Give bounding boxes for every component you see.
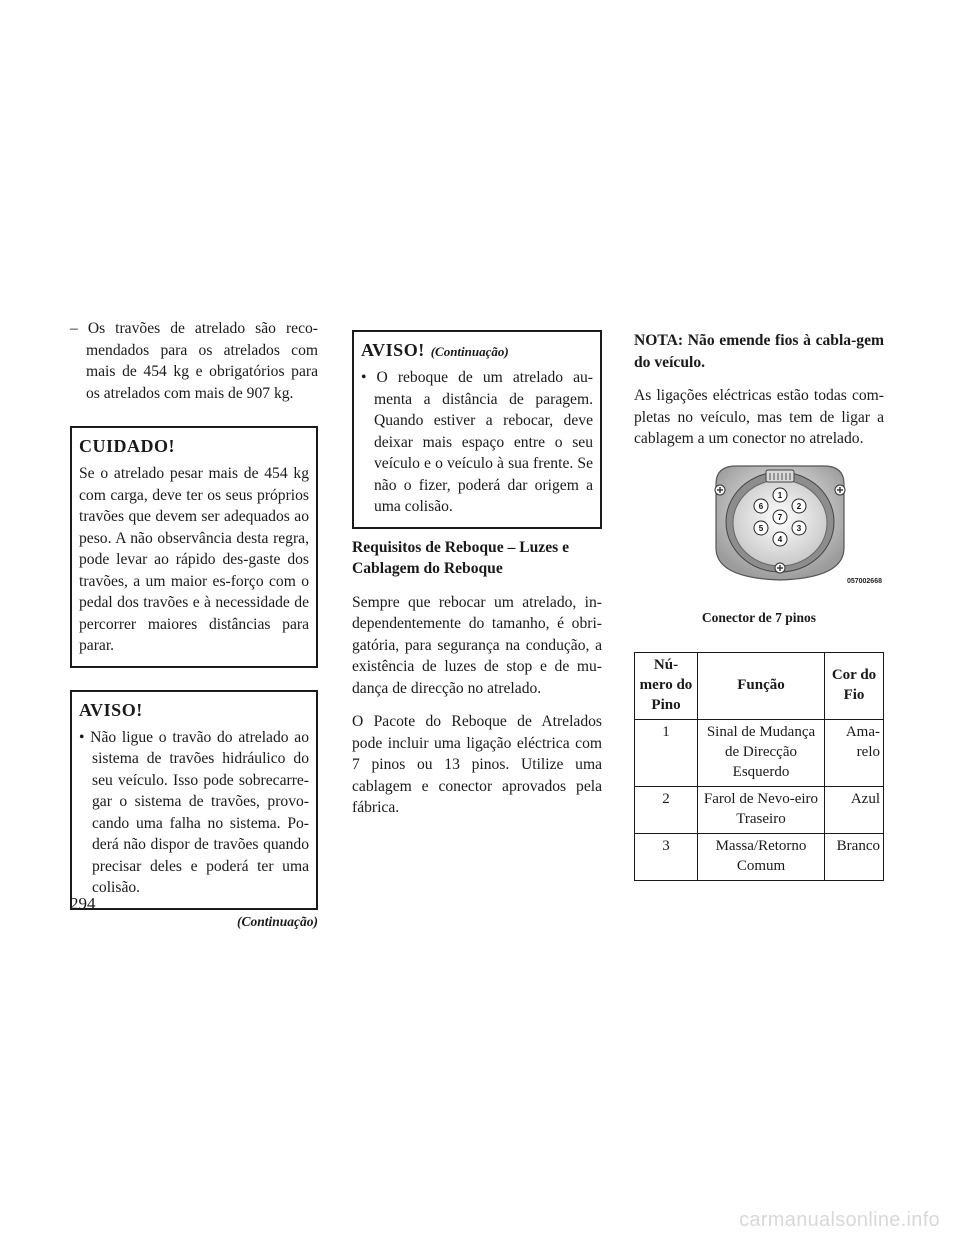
header-pin-number: Nú-mero do Pino <box>635 653 698 720</box>
caution-text: Se o atrelado pesar mais de 454 kg com carga, deve ter os seus próprios travões que devem ser adequados ao peso. A não observância desta regra, pode levar ao rápido des-gaste dos travões, a um maior es-forço com o pedal dos travões e à necessidade de percorrer maiores distâncias para parar. <box>79 465 309 654</box>
section-heading: Requisitos de Reboque – Luzes e Cablagem do Reboque <box>352 538 570 577</box>
cell-function: Farol de Nevo-eiro Traseiro <box>698 787 825 834</box>
cell-function: Sinal de Mudança de Direcção Esquerdo <box>698 720 825 787</box>
warning-title: AVISO! <box>79 699 143 720</box>
paragraph-package: O Pacote do Reboque de Atrelados pode incluir uma ligação eléctrica com 7 pinos ou 13 pinos. Utilize uma cablagem e conector aprovados pela fábrica. <box>352 713 602 816</box>
page-number: 294 <box>70 894 96 913</box>
table-header-row <box>635 653 884 720</box>
cell-color: Ama-relo <box>825 720 884 787</box>
warning-title-text: AVISO! <box>361 340 425 360</box>
warning-box <box>70 690 318 910</box>
seven-pin-connector-illustration <box>706 462 884 586</box>
caution-title: CUIDADO! <box>79 436 175 456</box>
pin-label-6: 6 <box>758 501 764 511</box>
header-function: Função <box>698 653 825 720</box>
cell-pin: 3 <box>635 834 698 881</box>
table-row <box>635 720 884 787</box>
continued-subtitle: (Continuação) <box>430 344 509 359</box>
cell-color: Branco <box>825 834 884 881</box>
pin-function-table <box>634 652 884 881</box>
table-row <box>635 787 884 834</box>
table-row <box>635 834 884 881</box>
left-column <box>70 318 318 930</box>
connector-figure <box>706 462 884 591</box>
header-wire-color: Cor do Fio <box>825 653 884 720</box>
cell-color: Azul <box>825 787 884 834</box>
figure-caption: Conector de 7 pinos <box>701 609 817 625</box>
continued-label: (Continuação) <box>236 913 318 929</box>
warning-continued-bullet: • O reboque de um atrelado au-menta a distância de paragem. Quando estiver a rebocar, deve deixar mais espaço entre o seu veículo e o veículo à sua frente. Se não o fizer, poderá dar origem a uma colisão. <box>361 369 593 515</box>
figure-code: 057002668 <box>846 577 882 585</box>
cell-pin: 1 <box>635 720 698 787</box>
pin-label-7: 7 <box>777 512 783 522</box>
watermark: carmanualsonline.info <box>739 1209 940 1231</box>
dash-list-item: – Os travões de atrelado são reco-mendados para os atrelados com mais de 454 kg e obrigatórios para os atrelados com mais de 907 kg. <box>70 320 318 402</box>
pin-label-3: 3 <box>796 523 802 533</box>
paragraph-lights: Sempre que rebocar um atrelado, in-dependentemente do tamanho, é obri-gatória, para segurança na condução, a existência de luzes de stop e de mu-dança de direcção no atrelado. <box>352 593 602 697</box>
paragraph-connections: As ligações eléctricas estão todas com-pletas no veículo, mas tem de ligar a cablagem a um conector no atrelado. <box>634 387 884 447</box>
pin-label-1: 1 <box>777 490 783 500</box>
pin-label-5: 5 <box>758 523 764 533</box>
right-column <box>634 318 884 881</box>
cell-function: Massa/Retorno Comum <box>698 834 825 881</box>
warning-bullet: • Não ligue o travão do atrelado ao sistema de travões hidráulico do seu veículo. Isso pode sobrecarre-gar o sistema de travões, provo-cando uma falha no sistema. Po-derá não dispor de travões quando precisar deles e poderá ter uma colisão. <box>79 728 309 896</box>
pin-label-4: 4 <box>777 534 783 544</box>
warning-continued-title <box>361 340 593 361</box>
pin-label-2: 2 <box>796 501 802 511</box>
caution-box <box>70 426 318 668</box>
warning-continued-box <box>352 330 602 529</box>
middle-column <box>352 318 602 819</box>
cell-pin: 2 <box>635 787 698 834</box>
note: NOTA: Não emende fios à cabla-gem do veículo. <box>634 332 884 371</box>
